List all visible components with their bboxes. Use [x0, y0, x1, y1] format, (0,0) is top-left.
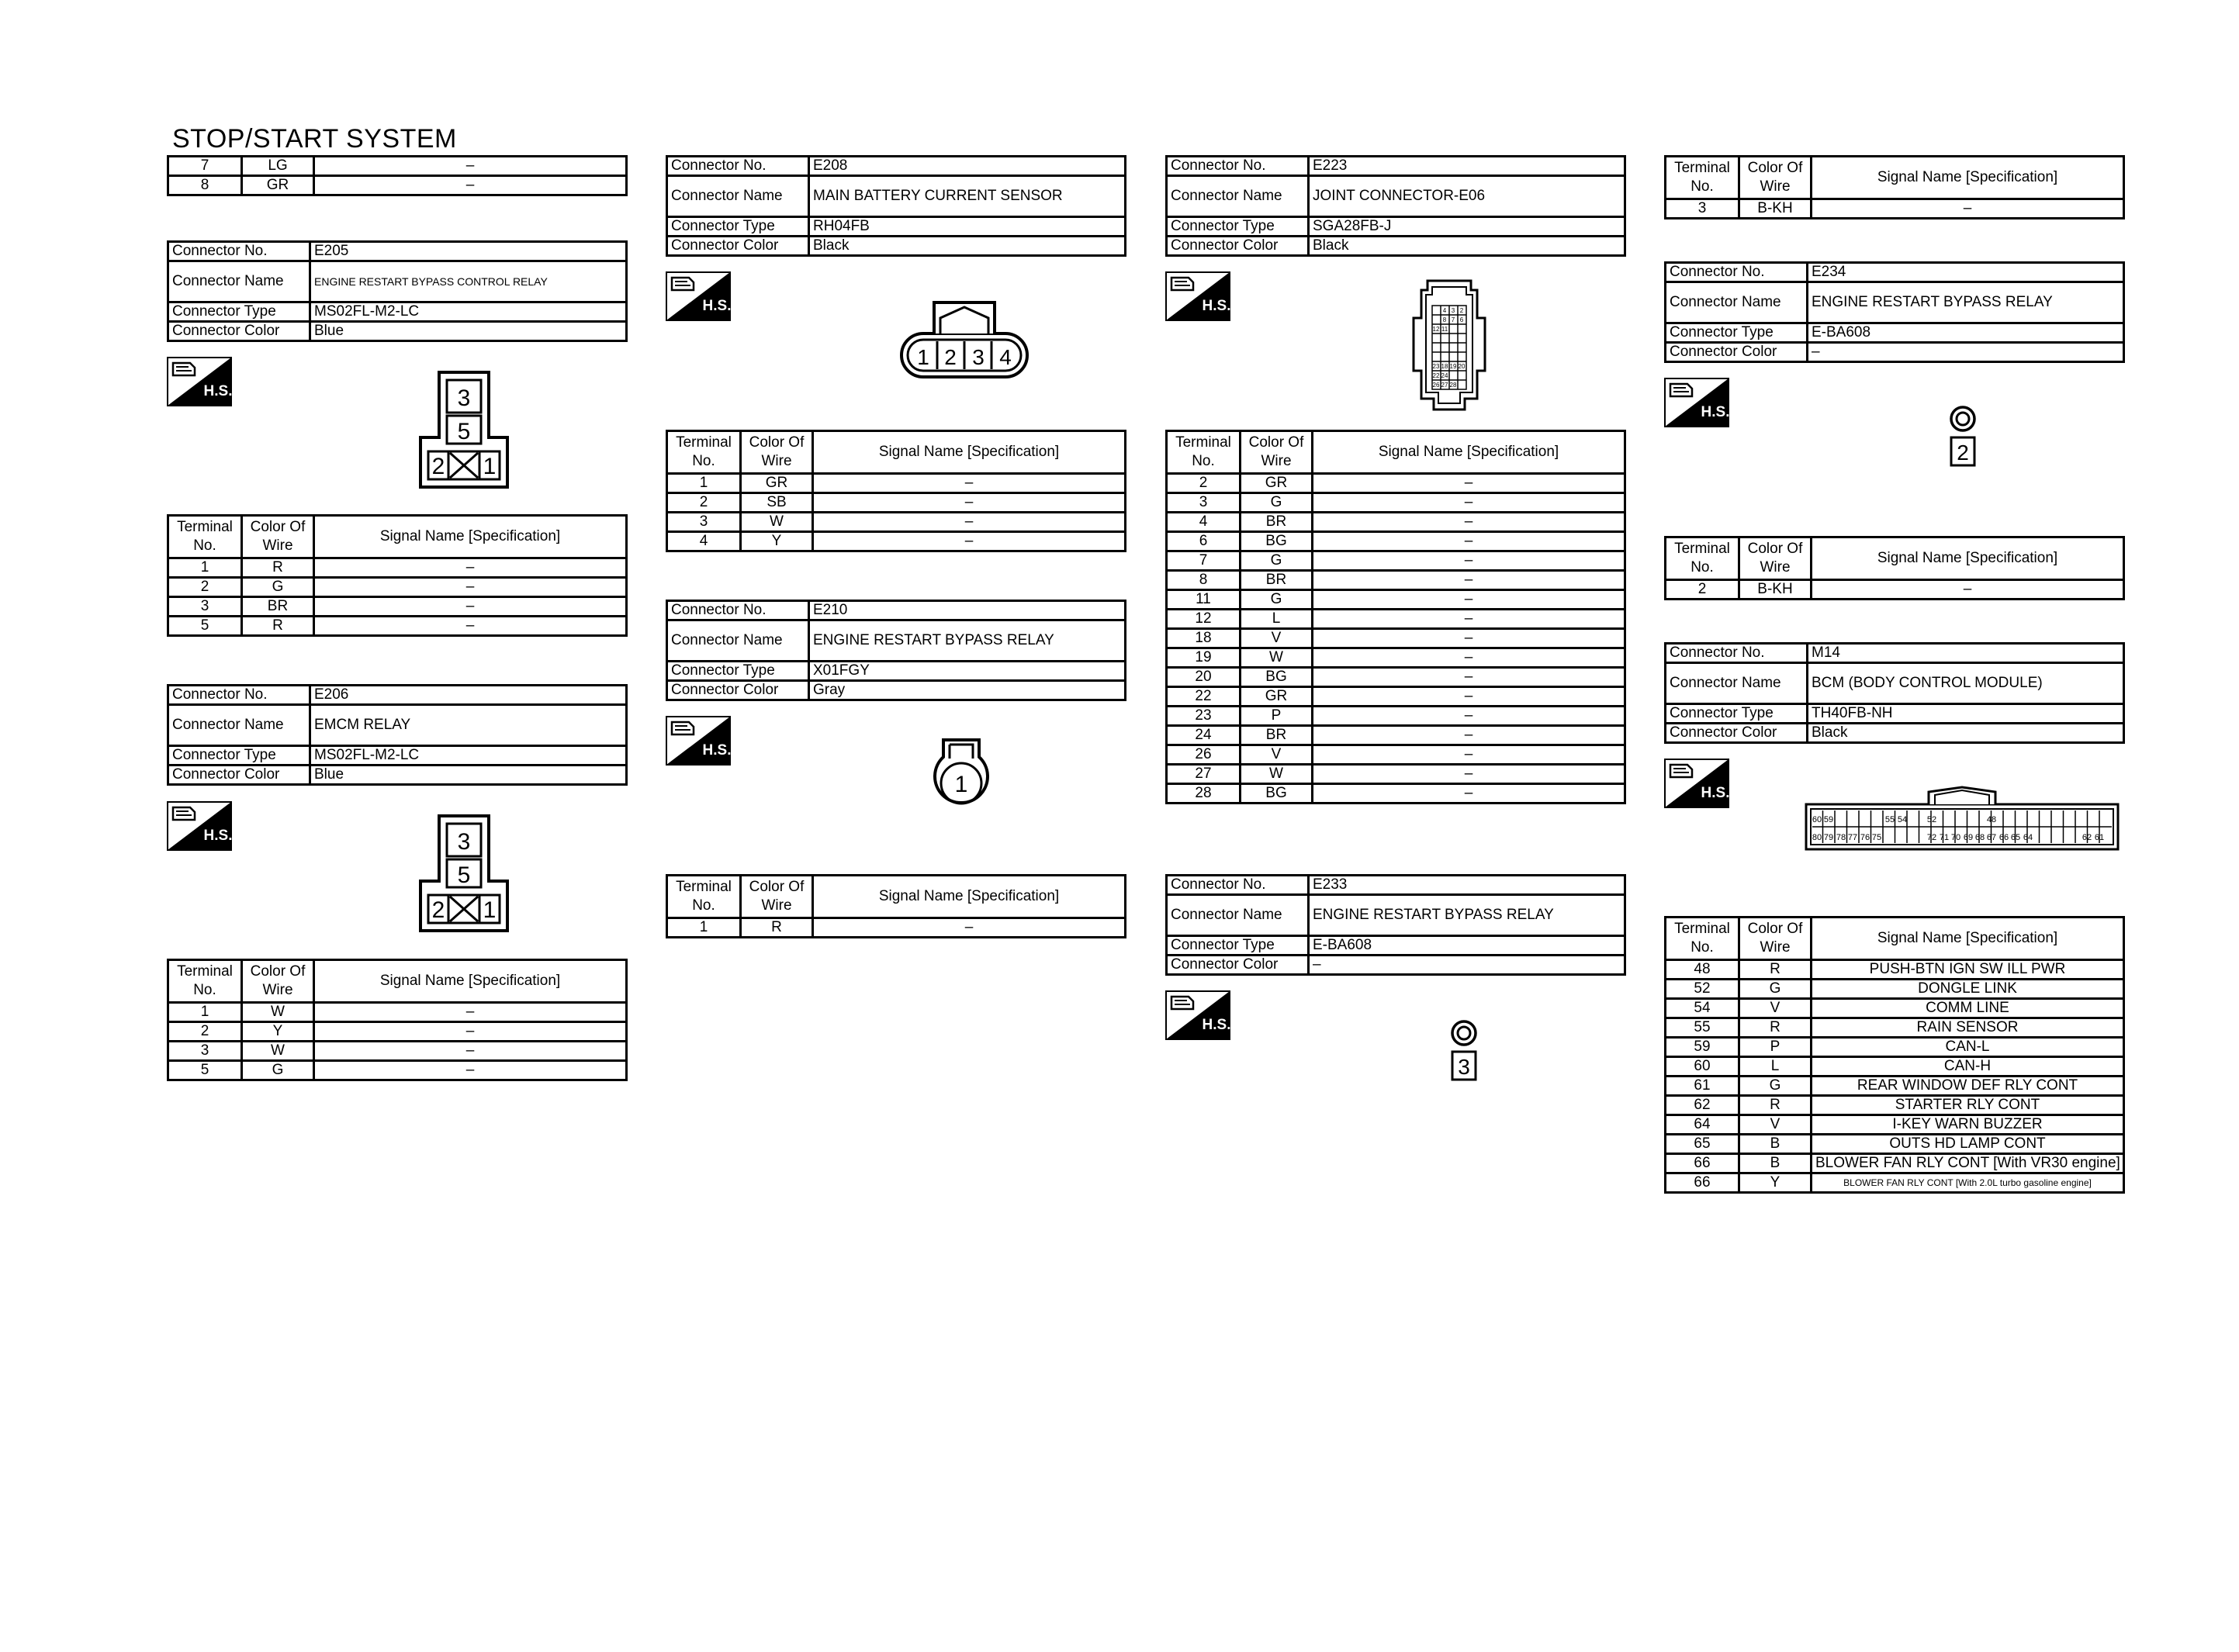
- connector-face-e210: [933, 737, 990, 817]
- pin-label: 3: [972, 345, 985, 369]
- table-row: 3 BR –: [168, 597, 627, 617]
- table-row: 28 BG –: [1167, 784, 1625, 804]
- page-title: STOP/START SYSTEM: [172, 124, 457, 154]
- pin-label: 54: [1897, 815, 1908, 824]
- table-row: 4 Y –: [667, 532, 1126, 551]
- pin-label: 80: [1812, 833, 1822, 842]
- table-row: 1 R –: [168, 558, 627, 578]
- pin-label: 78: [1836, 833, 1846, 842]
- connector-no: E233: [1309, 876, 1625, 895]
- connector-name: ENGINE RESTART BYPASS RELAY: [1309, 895, 1625, 936]
- table-row: 23 P –: [1167, 707, 1625, 726]
- terminal-table-e223: Terminal No. Color Of Wire Signal Name [Specification] 2 GR – 3 G – 4 BR – 6 BG – 7 G – 8 BR – 11 G – 12 L – 18 V – 19 W – 20 BG – 22 GR – 23 P – 24 BR – 26 V – 27 W – 28 BG –: [1165, 430, 1626, 804]
- pin-label: 70: [1950, 833, 1961, 842]
- connector-face-e223: [1410, 278, 1488, 413]
- harness-side-icon: [167, 801, 232, 851]
- connector-type: E-BA608: [1808, 323, 2124, 343]
- connector-type: SGA28FB-J: [1309, 217, 1625, 237]
- table-row: 6 BG –: [1167, 532, 1625, 551]
- table-row: 66 B BLOWER FAN RLY CONT [With VR30 engine]: [1666, 1154, 2124, 1173]
- pin-label: 2: [1459, 307, 1464, 314]
- pin-label: 66: [1998, 833, 2009, 842]
- pin-label: 12: [1432, 326, 1440, 333]
- pin-label: 4: [999, 345, 1012, 369]
- pin-label: 3: [457, 385, 471, 411]
- pin-label: 2: [1957, 441, 1969, 465]
- connector-info-e223: Connector No. E223 Connector Name JOINT CONNECTOR-E06 Connector Type SGA28FB-J Connector Color Black: [1165, 155, 1626, 257]
- pin-label: 61: [2094, 833, 2105, 842]
- pin-label: 59: [1823, 815, 1834, 824]
- connector-type: X01FGY: [809, 662, 1126, 681]
- table-row: 12 L –: [1167, 610, 1625, 629]
- pin-label: 1: [954, 772, 968, 797]
- pin-label: 28: [1449, 382, 1457, 389]
- harness-side-icon: [1165, 990, 1230, 1040]
- pin-label: 79: [1823, 833, 1834, 842]
- pin-label: 5: [457, 419, 471, 444]
- connector-info-e233: Connector No. E233 Connector Name ENGINE RESTART BYPASS RELAY Connector Type E-BA608 Connector Color –: [1165, 874, 1626, 976]
- table-row: 2 GR –: [1167, 474, 1625, 493]
- pin-label: 5: [457, 862, 471, 888]
- pin-label: 3: [1451, 307, 1455, 314]
- connector-info-e208: Connector No. E208 Connector Name MAIN BATTERY CURRENT SENSOR Connector Type RH04FB Connector Color Black: [666, 155, 1126, 257]
- table-row: 66 Y BLOWER FAN RLY CONT [With 2.0L turbo gasoline engine]: [1666, 1173, 2124, 1193]
- table-row: 61 G REAR WINDOW DEF RLY CONT: [1666, 1077, 2124, 1096]
- table-row: 59 P CAN-L: [1666, 1038, 2124, 1057]
- table-row: 3 W –: [667, 513, 1126, 532]
- pin-label: 4: [1442, 307, 1447, 314]
- table-row: 20 BG –: [1167, 668, 1625, 687]
- pin-label: 8: [1442, 316, 1447, 323]
- connector-color: Black: [809, 237, 1126, 256]
- pin-label: 62: [2082, 833, 2092, 842]
- connector-name: BCM (BODY CONTROL MODULE): [1808, 663, 2124, 704]
- table-row: 2 G –: [168, 578, 627, 597]
- connector-face-e233: [1448, 1019, 1479, 1083]
- table-row: 11 G –: [1167, 590, 1625, 610]
- connector-color: –: [1808, 343, 2124, 362]
- pin-label: 71: [1939, 833, 1950, 842]
- pin-label: 52: [1926, 815, 1937, 824]
- connector-no: E234: [1808, 263, 2124, 282]
- table-row: 7 G –: [1167, 551, 1625, 571]
- pin-label: 11: [1441, 326, 1448, 333]
- connector-color: Blue: [310, 766, 627, 785]
- pin-label: 2: [431, 897, 445, 923]
- terminal-table-m14: Terminal No. Color Of Wire Signal Name [Specification] 48 R PUSH-BTN IGN SW ILL PWR 52 G DONGLE LINK 54 V COMM LINE 55 R RAIN SENSOR 59 P CAN-L 60 L CAN-H 61 G REAR WINDOW DEF RLY CONT 62 R STARTER RLY CONT 64 V I-KEY WARN BUZZER 65 B OUTS HD LAMP CONT 66 B BLOWER FAN RLY CONT [With VR30 engine] 66 Y BLOWER FAN RLY CONT [With 2.0L turbo gasoline engine]: [1664, 916, 2125, 1194]
- connector-no: E205: [310, 242, 627, 261]
- connector-name: MAIN BATTERY CURRENT SENSOR: [809, 176, 1126, 217]
- terminal-table-e210: Terminal No. Color Of Wire Signal Name [Specification] 1 R –: [666, 874, 1126, 938]
- connector-info-e206: Connector No. E206 Connector Name EMCM RELAY Connector Type MS02FL-M2-LC Connector Color Blue: [167, 684, 628, 786]
- table-row: 55 R RAIN SENSOR: [1666, 1018, 2124, 1038]
- connector-name: JOINT CONNECTOR-E06: [1309, 176, 1625, 217]
- connector-info-e234: Connector No. E234 Connector Name ENGINE RESTART BYPASS RELAY Connector Type E-BA608 Connector Color –: [1664, 261, 2125, 363]
- table-row: 3 G –: [1167, 493, 1625, 513]
- connector-no: E210: [809, 601, 1126, 620]
- table-row: 27 W –: [1167, 765, 1625, 784]
- terminal-table-e234: Terminal No. Color Of Wire Signal Name [Specification] 2 B-KH –: [1664, 536, 2125, 600]
- pin-label: 24: [1441, 372, 1448, 379]
- table-row: 22 GR –: [1167, 687, 1625, 707]
- continued-terminal-table: [167, 155, 628, 196]
- table-row: 5 G –: [168, 1061, 627, 1080]
- harness-side-icon: [666, 271, 731, 321]
- pin-label: 60: [1812, 815, 1822, 824]
- table-row: 7 LG –: [168, 157, 627, 176]
- pin-label: 55: [1884, 815, 1895, 824]
- pin-label: 77: [1847, 833, 1858, 842]
- connector-info-e205: Connector No. E205 Connector Name ENGINE RESTART BYPASS CONTROL RELAY Connector Type MS02FL-M2-LC Connector Color Blue: [167, 240, 628, 342]
- pin-label: 1: [483, 454, 497, 479]
- harness-side-icon: [1664, 378, 1729, 427]
- connector-color: Black: [1309, 237, 1625, 256]
- pin-label: 75: [1871, 833, 1882, 842]
- connector-face-m14: [1805, 786, 2120, 851]
- table-row: 54 V COMM LINE: [1666, 999, 2124, 1018]
- pin-label: 26: [1432, 382, 1440, 389]
- pin-label: 1: [917, 345, 929, 369]
- connector-no: E206: [310, 686, 627, 705]
- connector-name: EMCM RELAY: [310, 705, 627, 746]
- pin-label: 27: [1441, 382, 1448, 389]
- table-row: 1 R –: [667, 918, 1126, 938]
- table-row: 52 G DONGLE LINK: [1666, 980, 2124, 999]
- connector-face-e205: [417, 371, 510, 489]
- connector-name: ENGINE RESTART BYPASS RELAY: [1808, 282, 2124, 323]
- harness-side-icon: [167, 357, 232, 406]
- table-row: 2 B-KH –: [1666, 580, 2124, 600]
- table-row: 5 R –: [168, 617, 627, 636]
- connector-face-e234: [1947, 405, 1978, 468]
- connector-color: –: [1309, 956, 1625, 975]
- pin-label: 2: [944, 345, 957, 369]
- table-row: 26 V –: [1167, 745, 1625, 765]
- pin-label: 72: [1926, 833, 1937, 842]
- pin-label: 1: [483, 897, 497, 923]
- connector-info-e210: Connector No. E210 Connector Name ENGINE RESTART BYPASS RELAY Connector Type X01FGY Connector Color Gray: [666, 600, 1126, 701]
- pin-label: 65: [2010, 833, 2021, 842]
- connector-no: M14: [1808, 644, 2124, 663]
- pin-label: 76: [1860, 833, 1870, 842]
- connector-type: RH04FB: [809, 217, 1126, 237]
- table-row: 62 R STARTER RLY CONT: [1666, 1096, 2124, 1115]
- pin-label: 22: [1432, 372, 1440, 379]
- pin-label: 2: [431, 454, 445, 479]
- table-row: 1 GR –: [667, 474, 1126, 493]
- terminal-table-e233: Terminal No. Color Of Wire Signal Name [Specification] 3 B-KH –: [1664, 155, 2125, 219]
- connector-no: E208: [809, 157, 1126, 176]
- pin-label: 68: [1974, 833, 1985, 842]
- pin-label: 67: [1986, 833, 1997, 842]
- table-row: 1 W –: [168, 1003, 627, 1022]
- table-row: 64 V I-KEY WARN BUZZER: [1666, 1115, 2124, 1135]
- table-row: 48 R PUSH-BTN IGN SW ILL PWR: [1666, 960, 2124, 980]
- table-row: 8 BR –: [1167, 571, 1625, 590]
- pin-label: 69: [1963, 833, 1974, 842]
- connector-type: MS02FL-M2-LC: [310, 302, 627, 322]
- pin-label: 18: [1441, 363, 1448, 370]
- connector-no: E223: [1309, 157, 1625, 176]
- pin-label: 20: [1458, 363, 1466, 370]
- connector-face-e206: [417, 814, 510, 932]
- connector-color: Black: [1808, 724, 2124, 743]
- table-row: 3 W –: [168, 1042, 627, 1061]
- connector-color: Blue: [310, 322, 627, 341]
- table-row: 19 W –: [1167, 648, 1625, 668]
- table-row: 60 L CAN-H: [1666, 1057, 2124, 1077]
- connector-name: ENGINE RESTART BYPASS CONTROL RELAY: [310, 261, 627, 302]
- connector-face-e208: [898, 299, 1030, 380]
- connector-type: E-BA608: [1309, 936, 1625, 956]
- table-row: 18 V –: [1167, 629, 1625, 648]
- connector-type: TH40FB-NH: [1808, 704, 2124, 724]
- connector-type: MS02FL-M2-LC: [310, 746, 627, 766]
- harness-side-icon: [1165, 271, 1230, 321]
- terminal-table-e206: Terminal No. Color Of Wire Signal Name [Specification] 1 W – 2 Y – 3 W – 5 G –: [167, 959, 628, 1081]
- connector-name: ENGINE RESTART BYPASS RELAY: [809, 620, 1126, 662]
- pin-label: 64: [2023, 833, 2033, 842]
- harness-side-icon: [666, 716, 731, 766]
- pin-label: 6: [1459, 316, 1464, 323]
- pin-label: 23: [1432, 363, 1440, 370]
- table-row: 8 GR –: [168, 176, 627, 195]
- table-row: 2 Y –: [168, 1022, 627, 1042]
- connector-info-m14: Connector No. M14 Connector Name BCM (BODY CONTROL MODULE) Connector Type TH40FB-NH Connector Color Black: [1664, 642, 2125, 744]
- pin-label: 19: [1449, 363, 1457, 370]
- table-row: 3 B-KH –: [1666, 199, 2124, 219]
- pin-label: 3: [1458, 1055, 1470, 1079]
- table-row: 65 B OUTS HD LAMP CONT: [1666, 1135, 2124, 1154]
- connector-color: Gray: [809, 681, 1126, 700]
- terminal-table-e205: Terminal No. Color Of Wire Signal Name [Specification] 1 R – 2 G – 3 BR – 5 R –: [167, 514, 628, 637]
- pin-label: 3: [457, 829, 471, 855]
- table-row: 24 BR –: [1167, 726, 1625, 745]
- table-row: 4 BR –: [1167, 513, 1625, 532]
- pin-label: 48: [1986, 815, 1997, 824]
- harness-side-icon: [1664, 759, 1729, 808]
- table-row: 2 SB –: [667, 493, 1126, 513]
- terminal-table-e208: Terminal No. Color Of Wire Signal Name [Specification] 1 GR – 2 SB – 3 W – 4 Y –: [666, 430, 1126, 552]
- pin-label: 7: [1451, 316, 1455, 323]
